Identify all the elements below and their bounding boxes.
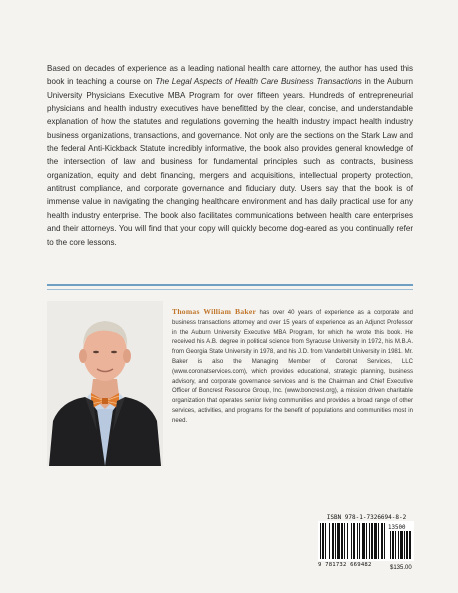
author-photo	[47, 301, 163, 466]
barcode-addon-bar	[404, 531, 405, 559]
barcode-addon-bar	[395, 531, 396, 559]
author-bio-text: has over 40 years of experience as a corporate and business transactions attorney and over 15 years of experience as an Adjunct Professor in the Auburn University Executive MBA Program, for which he wrote this book. He received his A.B. degree in political science from Syracuse University in 1972, his M.B.A. from Georgia State University in 1978, and his J.D. from Vanderbilt University in 1981. Mr. Baker is also the Managing Member of Coronat Services, LLC (www.coronatservices.com), which provides educational, strategic planning, business advisory, and corporate governance services and is the Chairman and Chief Executive Officer of Boncrest Resource Group, Inc. (www.boncrest.org), a mission driven charitable organization that operates senior living communities and provides a broad range of other services, activities, and programs for the benefit of populations and communities most in need.	[172, 310, 413, 424]
barcode-bar	[362, 523, 365, 559]
barcode-bar	[337, 523, 340, 559]
barcode-bar	[369, 523, 370, 559]
barcode-bar	[366, 523, 367, 559]
isbn-label: ISBN 978-1-7326694-8-2	[326, 514, 407, 521]
barcode-bar	[351, 523, 352, 559]
price-code: 13500	[388, 525, 406, 531]
barcode-addon-bar	[392, 531, 394, 559]
barcode-addon-bar	[398, 531, 399, 559]
barcode-bar	[341, 523, 343, 559]
course-title: The Legal Aspects of Health Care Business Transactions	[155, 77, 362, 87]
barcode-addon-bar	[409, 531, 411, 559]
barcode-bar	[347, 523, 348, 559]
barcode-addon-bar	[390, 531, 391, 559]
barcode-addon-bar	[400, 531, 403, 559]
author-bio	[172, 307, 413, 427]
blurb-body: in the Auburn University Physicians Executive MBA Program for over fifteen years. Hundreds of entrepreneurial physicians and health industry executives have benefitted by the clear, concise, and understandable explanation of how the statutes and regulations governing the health industry impact health industry business organizations, transactions, and governance. Not only are the sections on the Stark Law and the federal Anti-Kickback Statute incredibly informative, the book also provides general knowledge of the intersection of law and business for fundamental principles such as contracts, business organization, equity and debt financing, mergers and acquisitions, intellectual property protection, antitrust compliance, and corporate governance and fiduciary duty. Users say that the book is of immense value in navigating the changing healthcare environment and has daily practical use for any health industry enterprise. The book also facilitates communications between health care enterprises and their attorneys. You will find that your copy will quickly become dog-eared as you continually refer to the core lessons.	[47, 77, 413, 247]
book-description	[47, 62, 413, 249]
barcode-digits: 9 781732 669482	[318, 562, 372, 568]
barcode-bar	[384, 523, 385, 559]
barcode-bar	[320, 523, 321, 559]
barcode-bar	[325, 523, 326, 559]
blurb-intro: Based on decades of experience as a leading national health care attorney, the author has used this book in teaching a course on	[47, 64, 413, 87]
barcode-bar	[371, 523, 373, 559]
barcode-bar	[329, 523, 330, 559]
divider-rule	[47, 284, 413, 286]
barcode-bar	[353, 523, 355, 559]
barcode-bar	[344, 523, 345, 559]
barcode-bar	[332, 523, 334, 559]
barcode-bar	[335, 523, 336, 559]
author-name: Thomas William Baker	[172, 307, 257, 317]
barcode-bar	[359, 523, 360, 559]
barcode-addon-bar	[406, 531, 408, 559]
price-label: $135.00	[390, 565, 412, 571]
barcode-bar	[378, 523, 379, 559]
barcode-bar	[374, 523, 377, 559]
barcode-bar	[322, 523, 324, 559]
divider-rule-thin	[47, 289, 413, 290]
barcode-bar	[357, 523, 358, 559]
barcode-bar	[381, 523, 383, 559]
